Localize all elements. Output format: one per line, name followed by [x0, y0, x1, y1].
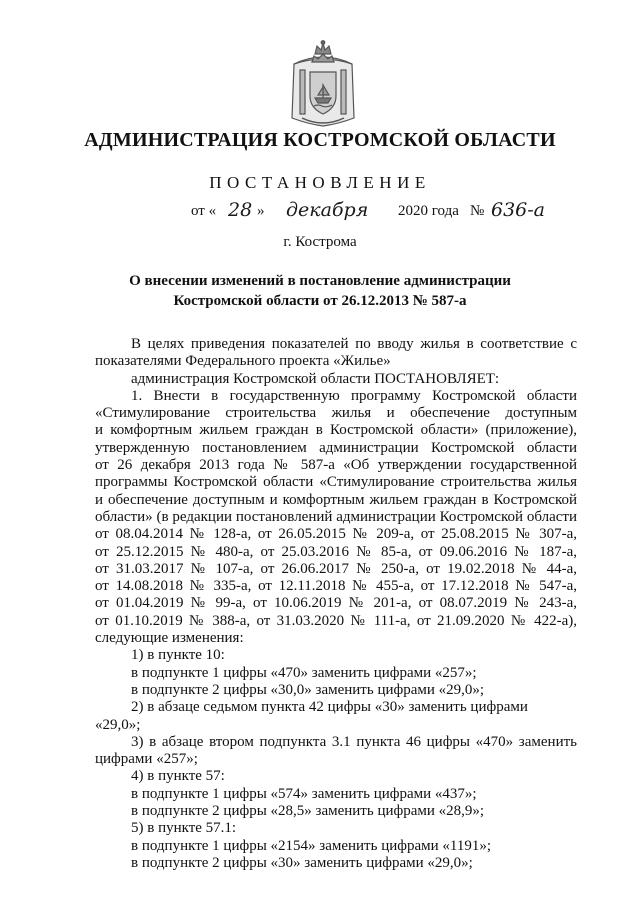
- body-line: от 25.12.2015 № 480-а, от 25.03.2016 № 85-а, от 09.06.2016 № 187-а,: [95, 543, 577, 560]
- date-prefix: от «: [191, 203, 217, 219]
- city: г. Кострома: [283, 234, 357, 250]
- body-line: 5) в пункте 57.1:: [131, 820, 237, 837]
- body-line: В целях приведения показателей по вводу жилья в соответствие с: [131, 336, 577, 352]
- body-line: в подпункте 1 цифры «470» заменить цифрами «257»;: [131, 664, 477, 681]
- body-line: администрация Костромской области ПОСТАНОВЛЯЕТ:: [131, 370, 500, 387]
- coat-of-arms-icon: [288, 40, 358, 128]
- body-line: и комфортным жильем граждан в Костромской области» (приложение),: [95, 422, 577, 439]
- document-body: [95, 336, 577, 872]
- body-line: цифрами «257»;: [95, 751, 198, 768]
- body-line: следующие изменения:: [95, 630, 244, 647]
- body-line: в подпункте 1 цифры «2154» заменить цифрами «1191»;: [131, 837, 492, 854]
- body-line: и обеспечение доступным и комфортным жильем граждан в Костромской: [95, 491, 577, 508]
- body-line: в подпункте 2 цифры «28,5» заменить цифрами «28,9»;: [131, 803, 485, 820]
- body-line: 1. Внести в государственную программу Костромской области: [131, 387, 577, 404]
- body-line: от 26 декабря 2013 года № 587-а «Об утверждении государственной: [95, 457, 577, 474]
- date-day: 28: [228, 199, 253, 221]
- body-line: 4) в пункте 57:: [131, 768, 225, 785]
- subject-line: Костромской области от 26.12.2013 № 587-а: [173, 293, 467, 309]
- body-line: в подпункте 2 цифры «30» заменить цифрами «29,0»;: [131, 854, 473, 871]
- body-line: утвержденную постановлением администрации Костромской области: [95, 439, 577, 456]
- body-line: от 01.04.2019 № 99-а, от 10.06.2019 № 201-а, от 08.07.2019 № 243-а,: [95, 595, 577, 612]
- date-month: декабря: [286, 199, 369, 221]
- organization-title: АДМИНИСТРАЦИЯ КОСТРОМСКОЙ ОБЛАСТИ: [84, 129, 556, 151]
- body-line: 1) в пункте 10:: [131, 647, 225, 664]
- body-line: области» (в редакции постановлений администрации Костромской области: [95, 508, 577, 525]
- date-quote-close: »: [257, 203, 265, 219]
- body-line: «Стимулирование строительства жилья и обеспечение доступным: [95, 405, 577, 422]
- subject-line: О внесении изменений в постановление администрации: [129, 273, 511, 289]
- body-line: 2) в абзаце седьмом пункта 42 цифры «30» заменить цифрами «29,0»;: [95, 699, 528, 733]
- body-line: от 14.08.2018 № 335-а, от 12.11.2018 № 455-а, от 17.12.2018 № 547-а,: [95, 578, 577, 595]
- body-line: в подпункте 2 цифры «30,0» заменить цифрами «29,0»;: [131, 681, 485, 698]
- body-line: в подпункте 1 цифры «574» заменить цифрами «437»;: [131, 785, 477, 802]
- body-line: показателями Федерального проекта «Жилье»: [95, 353, 391, 370]
- body-line: от 01.10.2019 № 388-а, от 31.03.2020 № 111-а, от 21.09.2020 № 422-а),: [95, 612, 577, 629]
- document-subject: [0, 271, 640, 311]
- body-line: от 31.03.2017 № 107-а, от 26.06.2017 № 250-а, от 19.02.2018 № 44-а,: [95, 560, 577, 577]
- document-type: ПОСТАНОВЛЕНИЕ: [209, 173, 431, 192]
- body-line: 3) в абзаце втором подпункта 3.1 пункта 46 цифры «470» заменить: [131, 733, 577, 750]
- date-year: 2020 года: [398, 203, 459, 219]
- body-line: программы Костромской области «Стимулирование строительства жилья: [95, 474, 577, 491]
- number-prefix: №: [470, 203, 485, 219]
- document-number: 636-а: [491, 199, 546, 221]
- body-line: от 08.04.2014 № 128-а, от 26.05.2015 № 209-а, от 25.08.2015 № 307-а,: [95, 526, 577, 543]
